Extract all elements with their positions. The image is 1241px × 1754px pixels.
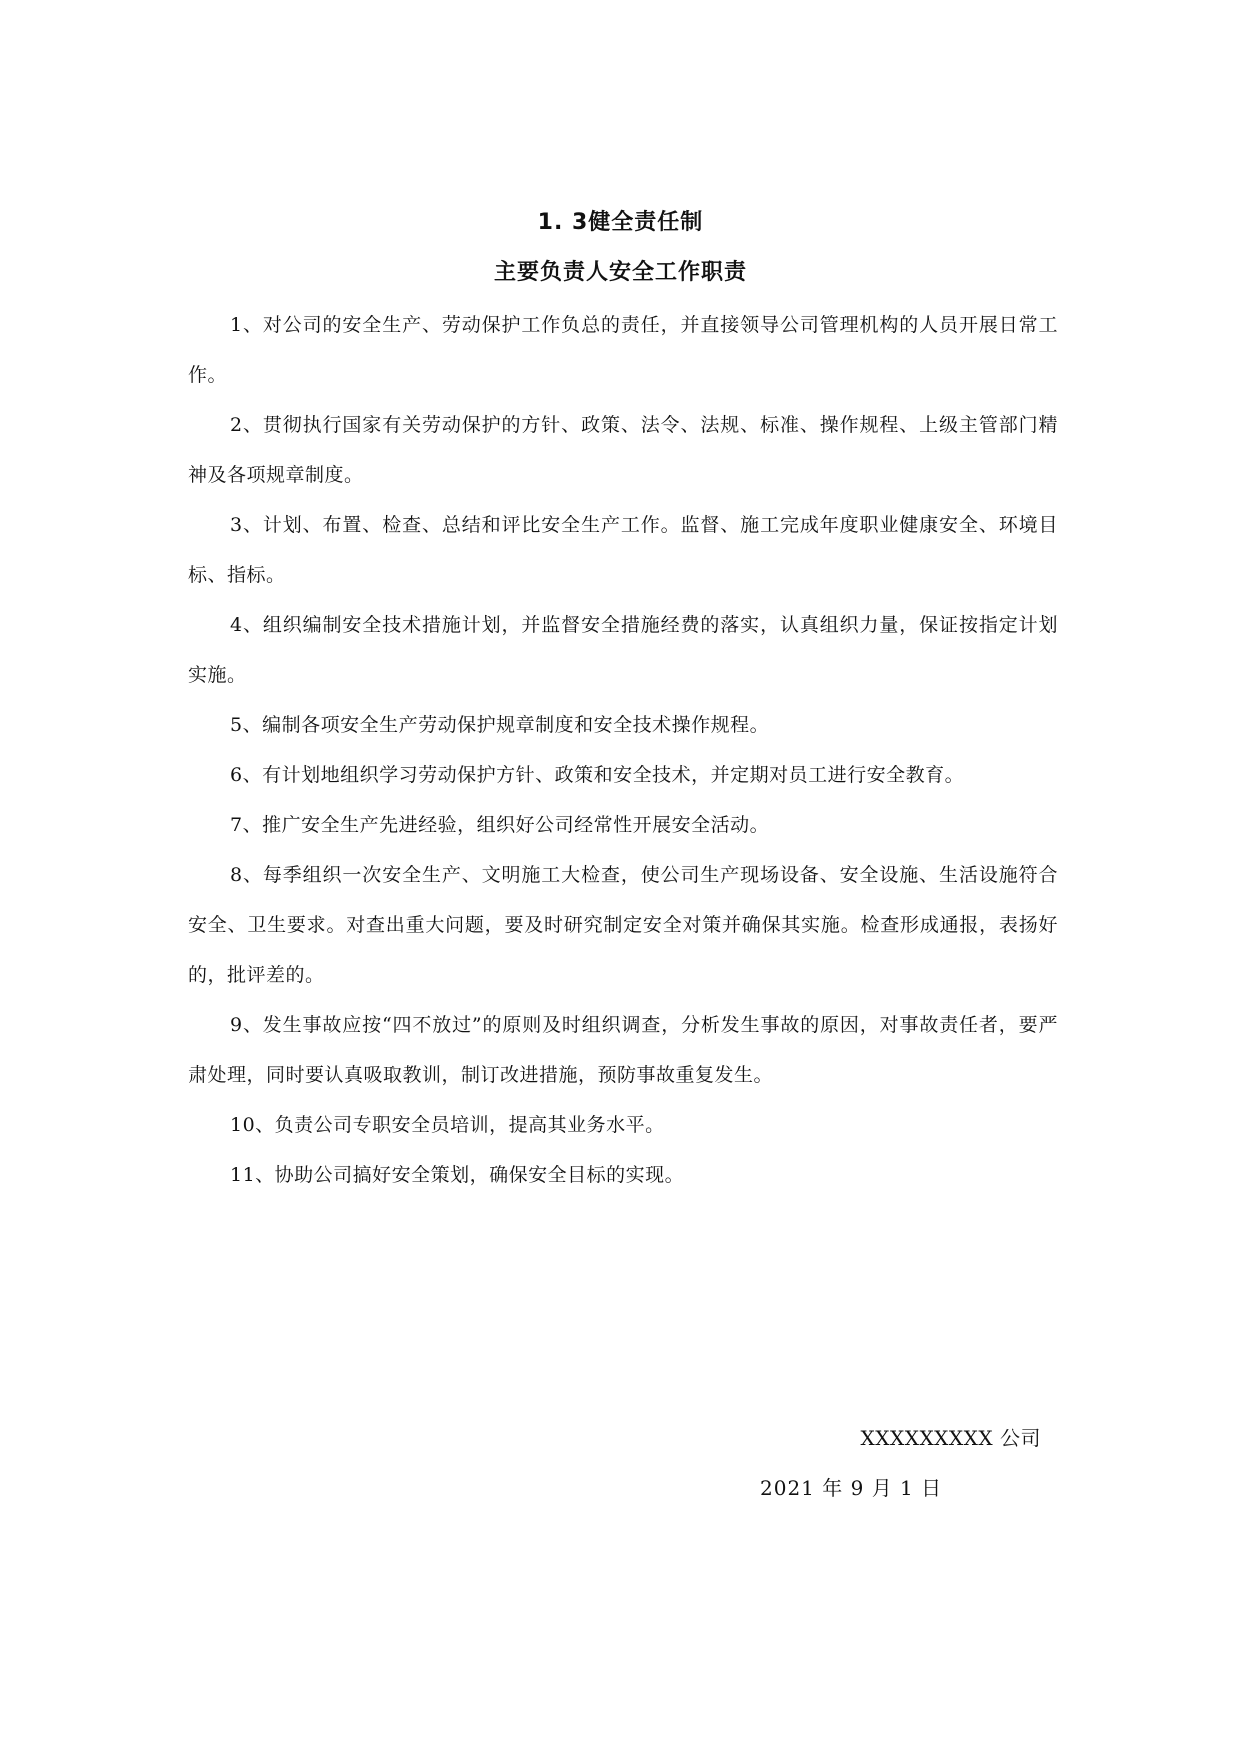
document-title: 主要负责人安全工作职责 xyxy=(493,260,747,285)
responsibility-item-3: 3、计划、布置、检查、总结和评比安全生产工作。监督、施工完成年度职业健康安全、环境目标、指标。 xyxy=(188,514,1058,586)
responsibility-item-5: 5、编制各项安全生产劳动保护规章制度和安全技术操作规程。 xyxy=(230,714,770,736)
responsibility-item-9: 9、发生事故应按“四不放过”的原则及时组织调查，分析发生事故的原因，对事故责任者，要严肃处理，同时要认真吸取教训，制订改进措施，预防事故重复发生。 xyxy=(188,1014,1058,1086)
responsibility-list xyxy=(188,300,1058,1200)
responsibility-item-1: 1、对公司的安全生产、劳动保护工作负总的责任，并直接领导公司管理机构的人员开展日常工作。 xyxy=(188,314,1058,386)
responsibility-item-7: 7、推广安全生产先进经验，组织好公司经常性开展安全活动。 xyxy=(230,814,770,836)
company-signature: XXXXXXXXX 公司 xyxy=(860,1426,1041,1450)
responsibility-item-2: 2、贯彻执行国家有关劳动保护的方针、政策、法令、法规、标准、操作规程、上级主管部门精神及各项规章制度。 xyxy=(188,414,1058,486)
section-title: 1. 3健全责任制 xyxy=(537,210,704,235)
responsibility-item-6: 6、有计划地组织学习劳动保护方针、政策和安全技术，并定期对员工进行安全教育。 xyxy=(230,764,965,786)
responsibility-item-10: 10、负责公司专职安全员培训，提高其业务水平。 xyxy=(230,1114,665,1136)
document-date: 2021 年 9 月 1 日 xyxy=(760,1476,943,1500)
responsibility-item-11: 11、协助公司搞好安全策划，确保安全目标的实现。 xyxy=(230,1164,685,1186)
responsibility-item-4: 4、组织编制安全技术措施计划，并监督安全措施经费的落实，认真组织力量，保证按指定计划实施。 xyxy=(188,614,1058,686)
responsibility-item-8: 8、每季组织一次安全生产、文明施工大检查，使公司生产现场设备、安全设施、生活设施符合安全、卫生要求。对查出重大问题，要及时研究制定安全对策并确保其实施。检查形成通报，表扬好的，批评差的。 xyxy=(188,864,1058,986)
